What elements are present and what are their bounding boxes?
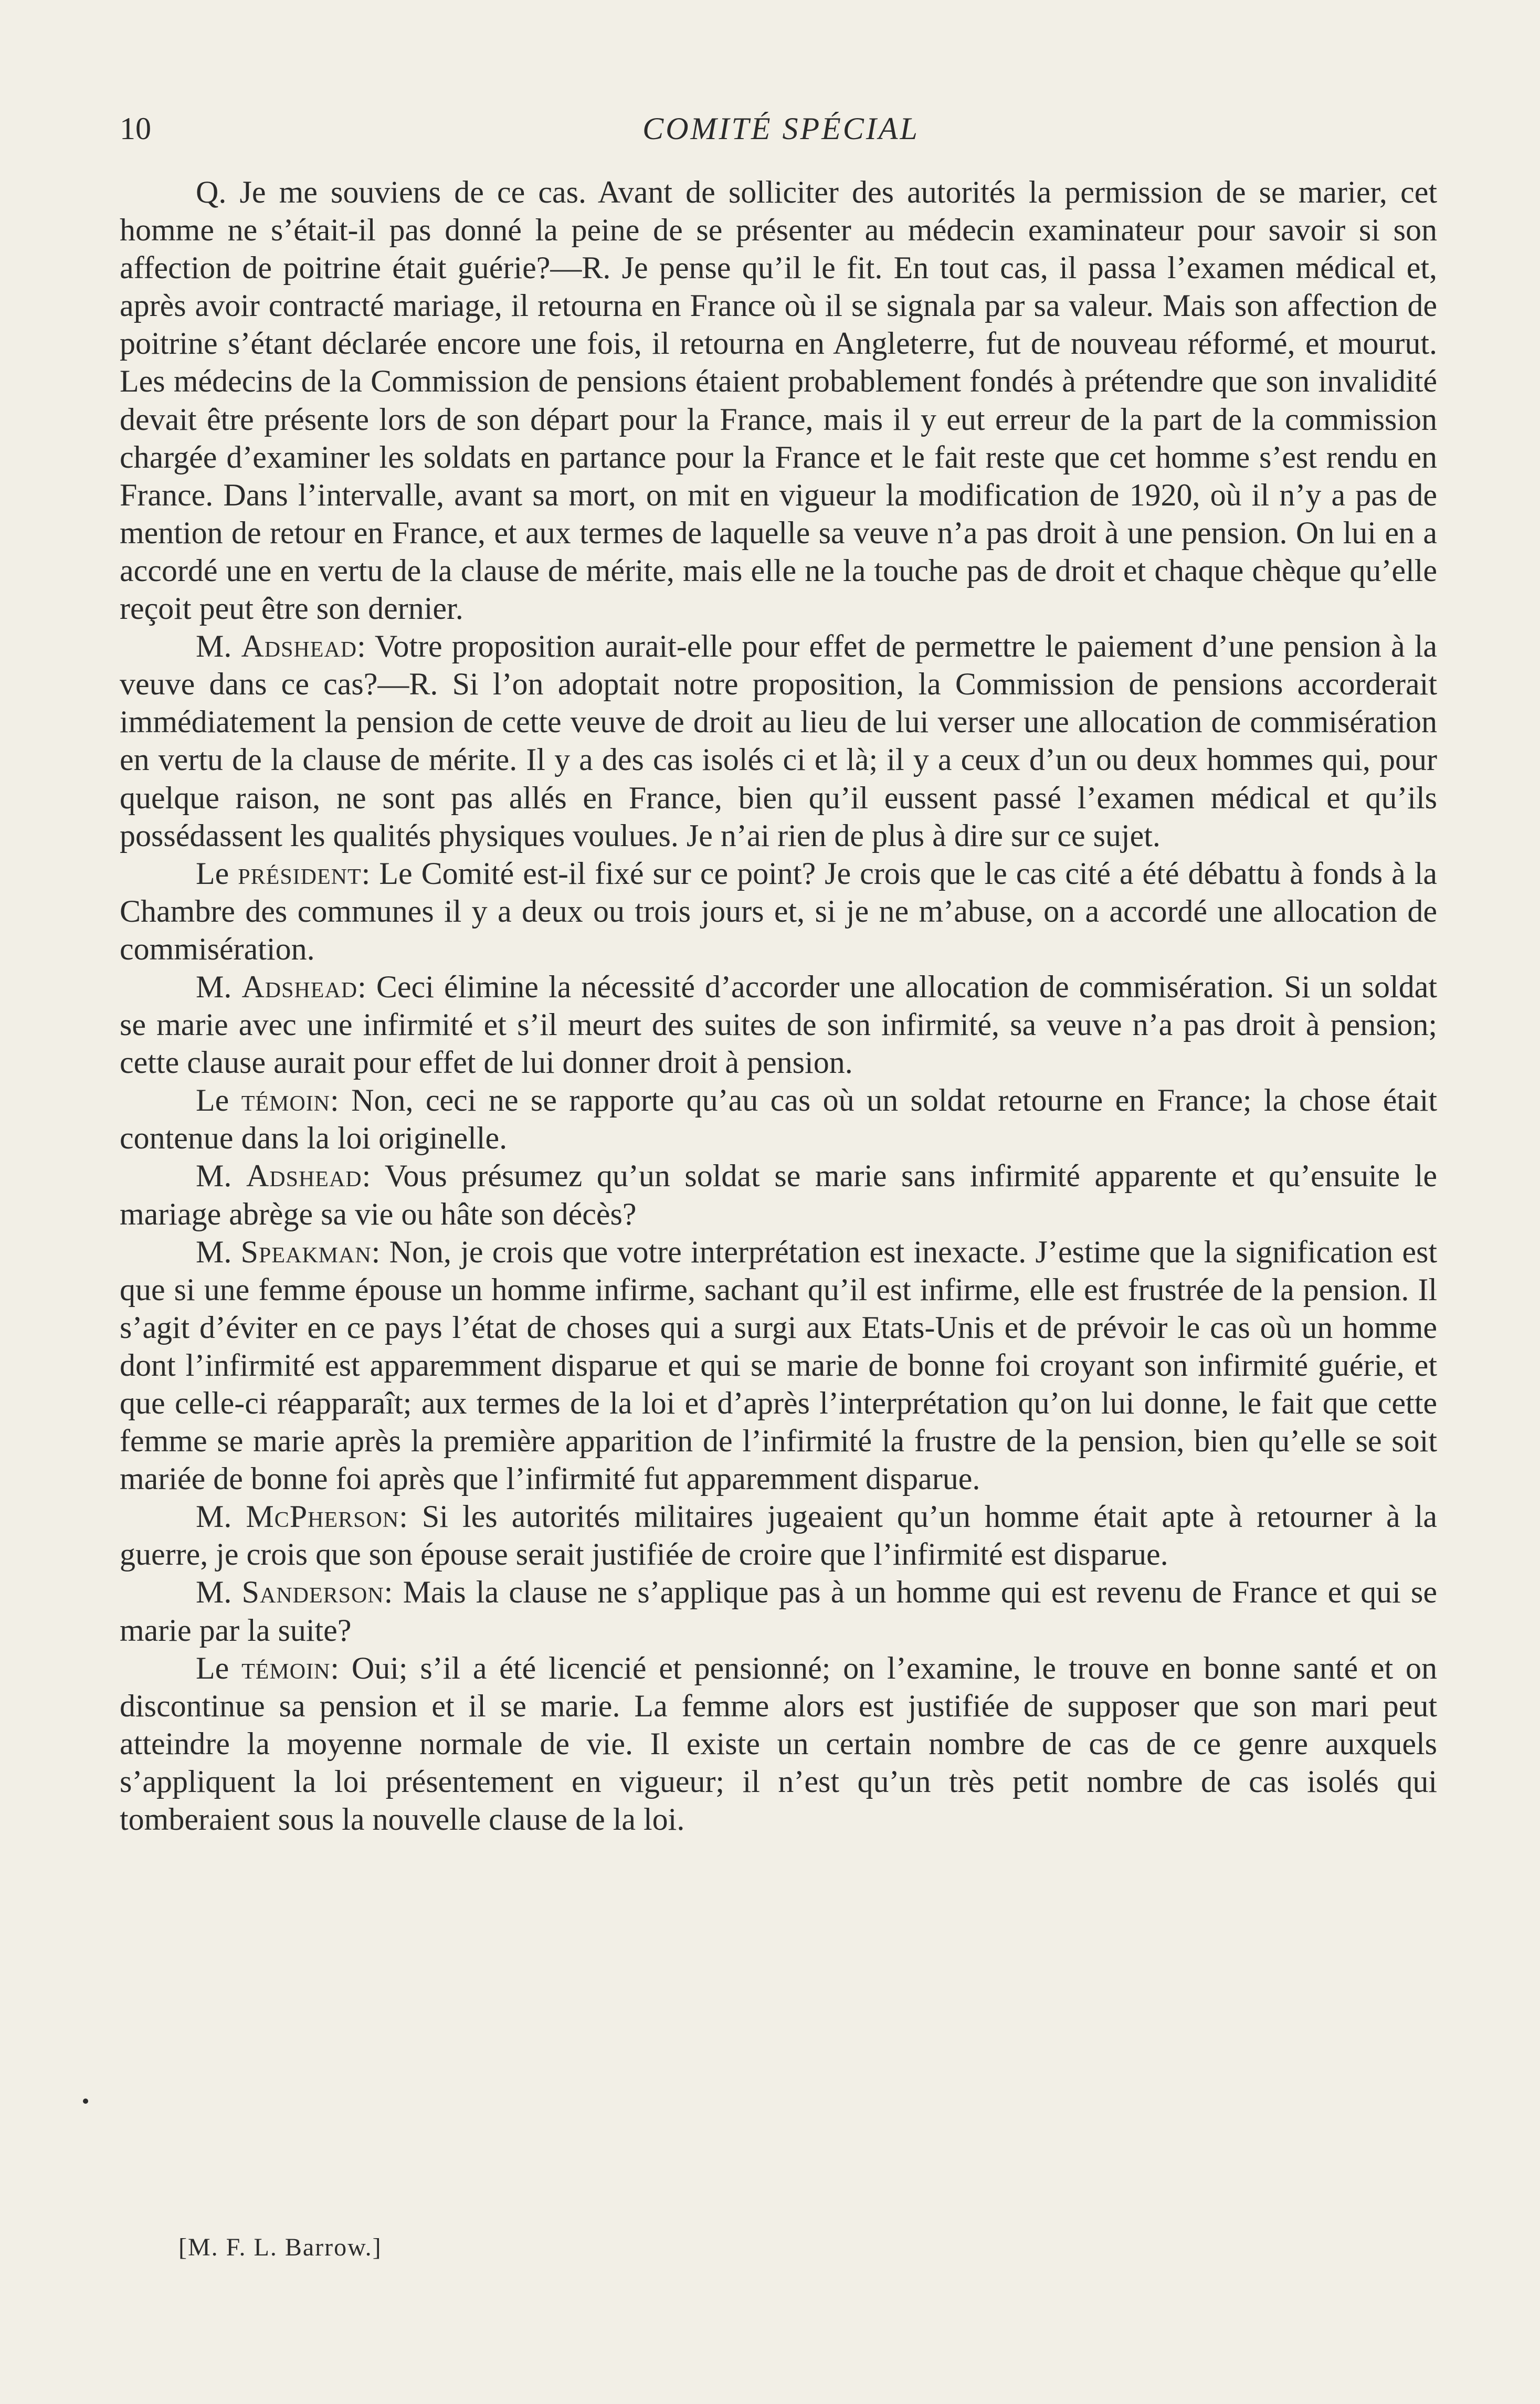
paragraph-text: Q. Je me souviens de ce cas. Avant de solliciter des autorités la permission de se marier, cet homme ne s’était-il pas donné la peine de se présenter au médecin examinateur pour savoir si son affection de poitrine était guérie?—R. Je pense qu’il le fit. En tout cas, il passa l’examen médical et, après avoir contracté mariage, il retourna en France où il se signala par sa valeur. Mais son affection de poitrine s’étant déclarée encore une fois, il retourna en Angleterre, fut de nouveau réformé, et mourut. Les médecins de la Commission de pensions étaient probablement fondés à prétendre que son invalidité devait être présente lors de son départ pour la France, mais il y eut erreur de la part de la commission chargée d’examiner les soldats en partance pour la France et le fait reste que cet homme s’est rendu en France. Dans l’intervalle, avant sa mort, on mit en vigueur la modification de 1920, où il n’y a pas de mention de retour en France, et aux termes de laquelle sa veuve n’a pas droit à une pension. On lui en a accordé une en vertu de la clause de mérite, mais elle ne la touche pas de droit et chaque chèque qu’elle reçoit peut être son dernier. xyxy=(120,175,1437,626)
footer-note: [M. F. L. Barrow.] xyxy=(178,2233,382,2261)
speaker-separator: : xyxy=(362,1158,385,1194)
speaker-separator: : xyxy=(371,1234,389,1269)
speaker-name: témoin xyxy=(241,1083,331,1118)
speaker-separator: : xyxy=(330,1083,352,1118)
speaker-separator: : xyxy=(399,1499,422,1534)
speaker-prefix: M. xyxy=(196,629,241,664)
speaker-name: Speakman xyxy=(240,1234,372,1269)
speaker-name: témoin xyxy=(241,1650,331,1685)
paragraph-text: Mais la clause ne s’applique pas à un homme qui est revenu de France et qui se marie par la suite? xyxy=(120,1575,1438,1648)
paragraph-temoin-2 xyxy=(120,1649,1437,1838)
speaker-prefix: Le xyxy=(196,856,238,891)
paragraph-text: Vous présumez qu’un soldat se marie sans infirmité apparente et qu’ensuite le mariage abrège sa vie ou hâte son décès? xyxy=(120,1158,1437,1231)
speaker-separator: : xyxy=(357,629,375,664)
speaker-prefix: Le xyxy=(196,1650,242,1685)
paragraph-text: Non, je crois que votre interprétation est inexacte. J’estime que la signification est que si une femme épouse un homme infirme, sachant qu’il est infirme, elle est frustrée de la pension. Il s’agit d’éviter en ce pays l’état de choses qui a surgi aux Etats-Unis et de prévoir le cas où un homme dont l’infirmité est apparemment disparue et qui se marie de bonne foi croyant son infirmité guérie, et que celle-ci réapparaît; aux termes de la loi et d’après l’interprétation qu’on lui donne, le fait que cette femme se marie après la première apparition de l’infirmité la frustre de la pension, bien qu’elle se soit mariée de bonne foi après que l’infirmité fut apparemment disparue. xyxy=(120,1234,1438,1496)
paragraph-text: Non, ceci ne se rapporte qu’au cas où un soldat retourne en France; la chose était contenue dans la loi originelle. xyxy=(120,1083,1437,1156)
paragraph-text: Votre proposition aurait-elle pour effet de permettre le paiement d’une pension à la veuve dans ce cas?—R. Si l’on adoptait notre proposition, la Commission de pensions accorderait immédiatement la pension de cette veuve de droit au lieu de lui verser une allocation de commisération en vertu de la clause de mérite. Il y a des cas isolés ci et là; il y a ceux d’un ou deux hommes qui, pour quelque raison, ne sont pas allés en France, bien qu’il eussent passé l’examen médical et qu’ils possédassent les qualités physiques voulues. Je n’ai rien de plus à dire sur ce sujet. xyxy=(120,629,1437,853)
speaker-separator: : xyxy=(384,1575,403,1610)
paragraph-president xyxy=(120,855,1437,968)
paragraph-adshead-3 xyxy=(120,1157,1437,1232)
margin-dot xyxy=(83,2099,88,2104)
speaker-prefix: M. xyxy=(196,1158,246,1194)
paragraph-text: Ceci élimine la nécessité d’accorder une allocation de commisération. Si un soldat se marie avec une infirmité et s’il meurt des suites de son infirmité, sa veuve n’a pas droit à pension; cette clause aurait pour effet de lui donner droit à pension. xyxy=(120,969,1437,1080)
speaker-prefix: Le xyxy=(196,1083,241,1118)
paragraph-sanderson xyxy=(120,1573,1437,1649)
speaker-prefix: M. xyxy=(196,1499,246,1534)
speaker-name: McPherson xyxy=(246,1499,399,1534)
paragraph-temoin-1 xyxy=(120,1081,1437,1157)
speaker-name: Adshead xyxy=(241,969,358,1004)
paragraph-speakman xyxy=(120,1233,1437,1498)
running-title: COMITÉ SPÉCIAL xyxy=(642,111,920,146)
body-text xyxy=(120,173,1437,1838)
page-header xyxy=(120,105,1442,152)
speaker-prefix: M. xyxy=(196,969,242,1004)
speaker-name: président xyxy=(238,856,362,891)
paragraph-q xyxy=(120,173,1437,627)
page-number: 10 xyxy=(120,111,151,146)
paragraph-adshead-2 xyxy=(120,968,1437,1081)
speaker-separator: : xyxy=(357,969,376,1004)
speaker-separator: : xyxy=(330,1650,352,1685)
paragraph-mcpherson xyxy=(120,1498,1437,1573)
speaker-prefix: M. xyxy=(196,1234,241,1269)
speaker-prefix: M. xyxy=(196,1575,242,1610)
paragraph-text: Oui; s’il a été licencié et pensionné; on l’examine, le trouve en bonne santé et on discontinue sa pension et il se marie. La femme alors est justifiée de supposer que son mari peut atteindre la moyenne normale de vie. Il existe un certain nombre de cas de ce genre auxquels s’appliquent la loi présentement en vigueur; il n’est qu’un très petit nombre de cas isolés qui tomberaient sous la nouvelle clause de la loi. xyxy=(120,1650,1438,1837)
speaker-name: Sanderson xyxy=(241,1575,384,1610)
speaker-name: Adshead xyxy=(241,629,357,664)
speaker-separator: : xyxy=(361,856,379,891)
paragraph-text: Le Comité est-il fixé sur ce point? Je crois que le cas cité a été débattu à fonds à la Chambre des communes il y a deux ou trois jours et, si je ne m’abuse, on a accordé une allocation de commisération. xyxy=(120,856,1438,966)
paragraph-adshead-1 xyxy=(120,627,1437,855)
paragraph-text: Si les autorités militaires jugeaient qu’un homme était apte à retourner à la guerre, je crois que son épouse serait justifiée de croire que l’infirmité est disparue. xyxy=(120,1499,1437,1572)
speaker-name: Adshead xyxy=(246,1158,362,1194)
